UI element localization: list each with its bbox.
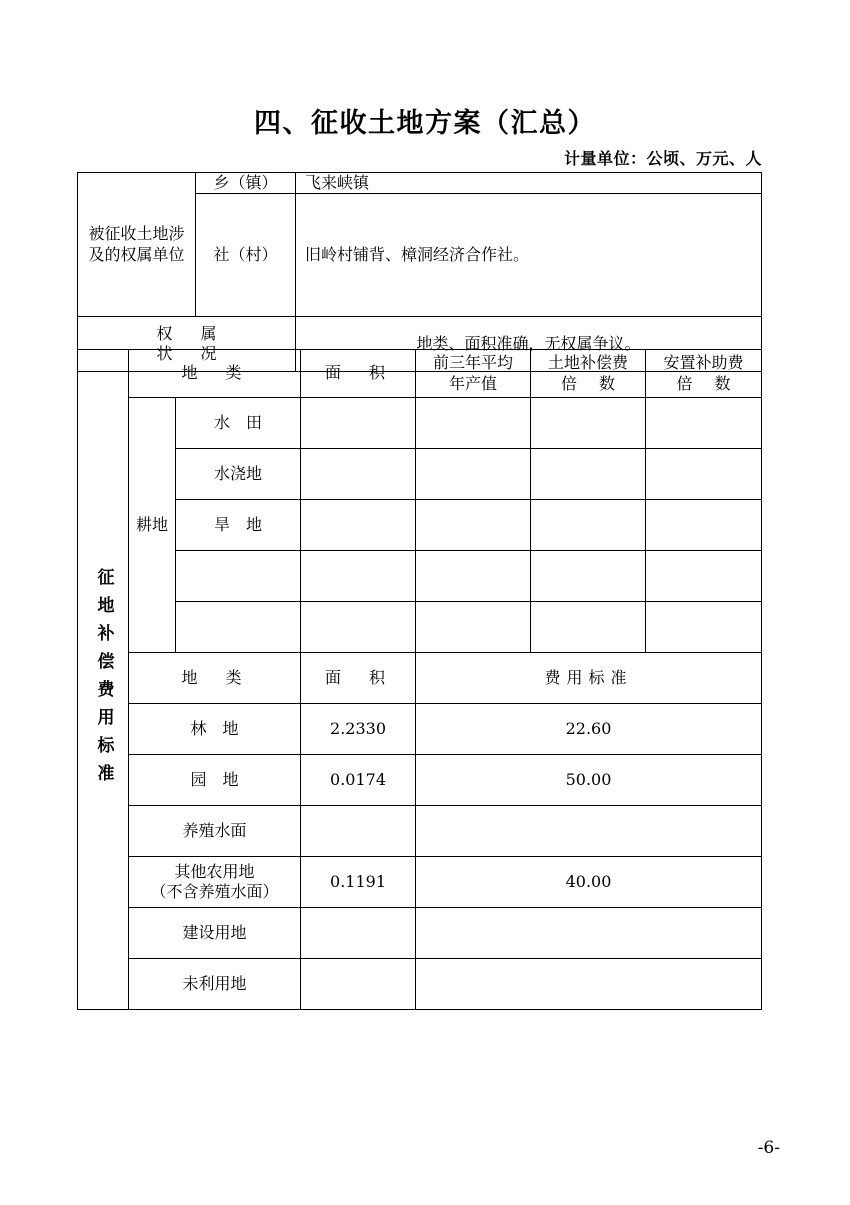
land-comp-multiple-value [531,398,646,449]
fee-standard-value [416,908,762,959]
ownership-table [77,172,762,372]
header-avg-output-line1: 前三年平均 [433,353,514,373]
table-row-township [78,173,762,194]
fee-standard-value: 50.00 [416,755,762,806]
resettle-multiple-value [646,449,762,500]
ownership-status-label-line2: 状 况 [156,344,223,364]
header-area-upper [301,350,416,398]
land-type-name: 水浇地 [176,449,301,500]
fee-standard-value [416,959,762,1010]
land-comp-multiple-value [531,449,646,500]
cultivated-group-label: 耕地 [129,398,176,653]
header-area-upper-text: 面 积 [325,363,392,383]
land-area-value [301,551,416,602]
resettle-multiple-value [646,500,762,551]
header-land-comp-multiple-line1: 土地补偿费 [548,353,629,373]
header-fee-standard-text: 费用标准 [544,667,633,687]
fee-standard-value [416,806,762,857]
table-row-dry-land [78,500,762,551]
avg-output-value [416,449,531,500]
land-area-value: 0.1191 [301,857,416,908]
header-resettle-multiple-line1: 安置补助费 [663,353,744,373]
table-row-irrigated-land [78,449,762,500]
avg-output-value [416,602,531,653]
avg-output-value [416,551,531,602]
land-area-value [301,602,416,653]
table-header-row-lower [78,653,762,704]
header-area-lower [301,653,416,704]
land-type-name: 未利用地 [129,959,301,1010]
header-resettle-multiple-line2: 倍 数 [676,373,734,393]
land-type-name-line2: （不含养殖水面） [150,882,279,901]
land-type-name [176,602,301,653]
table-row-garden-land [78,755,762,806]
land-area-value: 2.2330 [301,704,416,755]
township-label: 乡（镇） [196,173,296,194]
page-number: -6- [757,1138,780,1158]
land-type-name: 林 地 [129,704,301,755]
header-fee-standard [416,653,762,704]
header-land-type-lower [129,653,301,704]
table-row-paddy-field [78,398,762,449]
table-row-blank [78,602,762,653]
compensation-side-label-cell [78,350,129,1010]
land-comp-multiple-value [531,551,646,602]
land-area-value [301,908,416,959]
header-land-type-lower-text: 地 类 [181,667,248,687]
table-row-unused-land [78,959,762,1010]
header-land-comp-multiple [531,350,646,398]
table-row-other-agricultural-land [78,857,762,908]
land-comp-multiple-value [531,602,646,653]
table-row-forest-land [78,704,762,755]
land-area-value: 0.0174 [301,755,416,806]
header-land-type-upper-text: 地 类 [181,363,248,383]
land-area-value [301,398,416,449]
compensation-table [77,349,762,1010]
land-type-name [129,857,301,908]
resettle-multiple-value [646,398,762,449]
land-area-value [301,959,416,1010]
header-land-type-upper [129,350,301,398]
avg-output-value [416,398,531,449]
village-label: 社（村） [196,194,296,317]
land-area-value [301,500,416,551]
land-type-name [176,551,301,602]
fee-standard-value: 40.00 [416,857,762,908]
table-row-aquaculture-surface [78,806,762,857]
land-comp-multiple-value [531,500,646,551]
ownership-status-label-line1: 权 属 [156,324,223,343]
land-type-name: 旱 地 [176,500,301,551]
village-value: 旧岭村铺背、樟洞经济合作社。 [296,194,762,317]
land-area-value [301,806,416,857]
compensation-side-label: 征地补偿费用标准 [93,567,114,792]
header-resettle-multiple [646,350,762,398]
land-type-name: 建设用地 [129,908,301,959]
measurement-unit-note: 计量单位：公顷、万元、人 [563,149,762,168]
land-type-name: 园 地 [129,755,301,806]
page-title: 四、征收土地方案（汇总） [254,108,596,139]
table-row-construction-land [78,908,762,959]
header-area-lower-text: 面 积 [325,667,392,687]
side-label-wrapper [78,568,128,792]
fee-standard-value: 22.60 [416,704,762,755]
table-row-blank [78,551,762,602]
resettle-multiple-value [646,602,762,653]
header-land-comp-multiple-line2: 倍 数 [561,373,619,393]
resettle-multiple-value [646,551,762,602]
ownership-status-value: 地类、面积准确，无权属争议。 [296,317,762,372]
land-type-name: 水 田 [176,398,301,449]
header-avg-output-line2: 年产值 [449,373,498,393]
table-header-row-upper [78,350,762,398]
header-avg-output [416,350,531,398]
land-type-name: 养殖水面 [129,806,301,857]
avg-output-value [416,500,531,551]
township-value: 飞来峡镇 [296,173,762,194]
ownership-row-label: 被征收土地涉及的权属单位 [78,173,196,317]
land-area-value [301,449,416,500]
land-type-name-line1: 其他农用地 [174,861,255,881]
